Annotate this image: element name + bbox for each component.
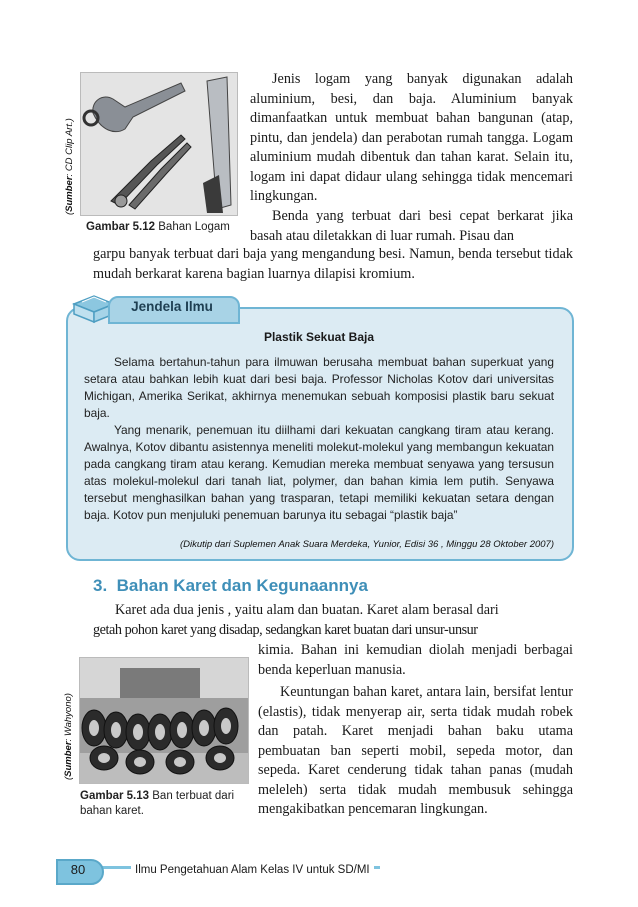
- paragraph-metals: Jenis logam yang banyak digunakan adalah aluminium, besi, dan baja. Aluminium banyak dimanfaatkan untuk membuat bahan bangunan (atap, pintu, dan jendela) dan perabotan rumah tangga. Logam aluminium mudah dibentuk dan tahan karat. Selain itu, logam ini dapat didaur ulang sehingga tidak mencemari lingkungan.: [250, 71, 573, 204]
- figure-source-label: (Sumber: CD Clip Art.): [64, 118, 75, 215]
- box-title: Plastik Sekuat Baja: [263, 330, 375, 344]
- caption-text: Ban terbuat dari bahan karet.: [80, 790, 235, 817]
- tires-illustration: [80, 658, 248, 783]
- caption-label: Gambar 5.12: [86, 221, 156, 233]
- paragraph-rubber-rest: kimia. Bahan ini kemudian diolah menjadi berbagai benda keperluan manusia.: [258, 642, 573, 678]
- box-paragraph-2: Yang menarik, penemuan itu diilhami dari kekuatan cangkang tiram atau kerang. Awalnya, Kotov dibantu asistennya meneliti molekut-molekul yang membangun kekuatan pada cangkang tiram atau kerang. Kemudian mereka membuat senyawa yang tersusun atas molekul-molekul dari tanah liat, polymer, dan bahan kimia lem putih. Senyawa tersebut menghasilkan bahan yang trasparan, tetapi memiliki kekuatan setara dengan baja. Kotov pun menjuluki penemuan barunya itu sebagai “plastik baja”: [84, 423, 554, 522]
- paragraph-iron-first: Benda yang terbuat dari besi cepat berkarat jika basah atau diletakkan di luar rumah. Pisau dan: [250, 208, 573, 244]
- caption-label: Gambar 5.13: [80, 790, 150, 802]
- jendela-ilmu-label: Jendela Ilmu: [131, 299, 213, 314]
- figure-caption: [86, 221, 230, 233]
- page-number: 80: [70, 862, 86, 877]
- box-citation: (Dikutip dari Suplemen Anak Suara Merdeka, Yunior, Edisi 36 , Minggu 28 Oktober 2007): [179, 539, 554, 550]
- figure-source-label: (Sumber: Wahyono): [63, 693, 74, 780]
- source-prefix: Sumber: [64, 176, 75, 212]
- paragraph-rubber-line2: getah pohon karet yang disadap, sedangkan karet buatan dari unsur-unsur: [93, 622, 478, 638]
- figure-caption: [80, 789, 246, 819]
- source-text: : Wahyono: [63, 696, 74, 742]
- tools-illustration: [81, 73, 237, 215]
- paragraph-rubber-benefits: Keuntungan bahan karet, antara lain, bersifat lentur (elastis), tidak menyerap air, serta tidak mudah robek dan patah. Karet menjadi bahan baku utama pembuatan ban seperti mobil, sepeda motor, dan sepeda. Karet cenderung tidak tahan panas (mudah meleleh) serta tidak mudah membusuk sehingga mengakibatkan pencemaran lingkungan.: [258, 684, 573, 817]
- metal-tools-photo: [80, 72, 238, 216]
- paragraph-rubber-line1: Karet ada dua jenis , yaitu alam dan buatan. Karet alam berasal dari: [115, 602, 499, 618]
- source-text: : CD Clip Art.: [64, 121, 75, 177]
- section-heading: 3. Bahan Karet dan Kegunaannya: [93, 576, 368, 595]
- book-title: Ilmu Pengetahuan Alam Kelas IV untuk SD/MI: [131, 864, 374, 876]
- tires-photo: [79, 657, 249, 784]
- box-paragraph-1: Selama bertahun-tahun para ilmuwan berusaha membuat bahan superkuat yang setara atau bahkan lebih kuat dari besi baja. Professor Nicholas Kotov dari universitas Michigan, Amerika Serikat, akhirnya menemukan sebuah komposisi plastik baru sekuat baja.: [84, 355, 554, 420]
- paragraph-iron-rest: garpu banyak terbuat dari baja yang mengandung besi. Namun, benda tersebut tidak mudah berkarat karena bagian luarnya dilapisi kromium.: [93, 246, 573, 282]
- source-prefix: Sumber: [63, 741, 74, 777]
- caption-text: Bahan Logam: [158, 221, 230, 233]
